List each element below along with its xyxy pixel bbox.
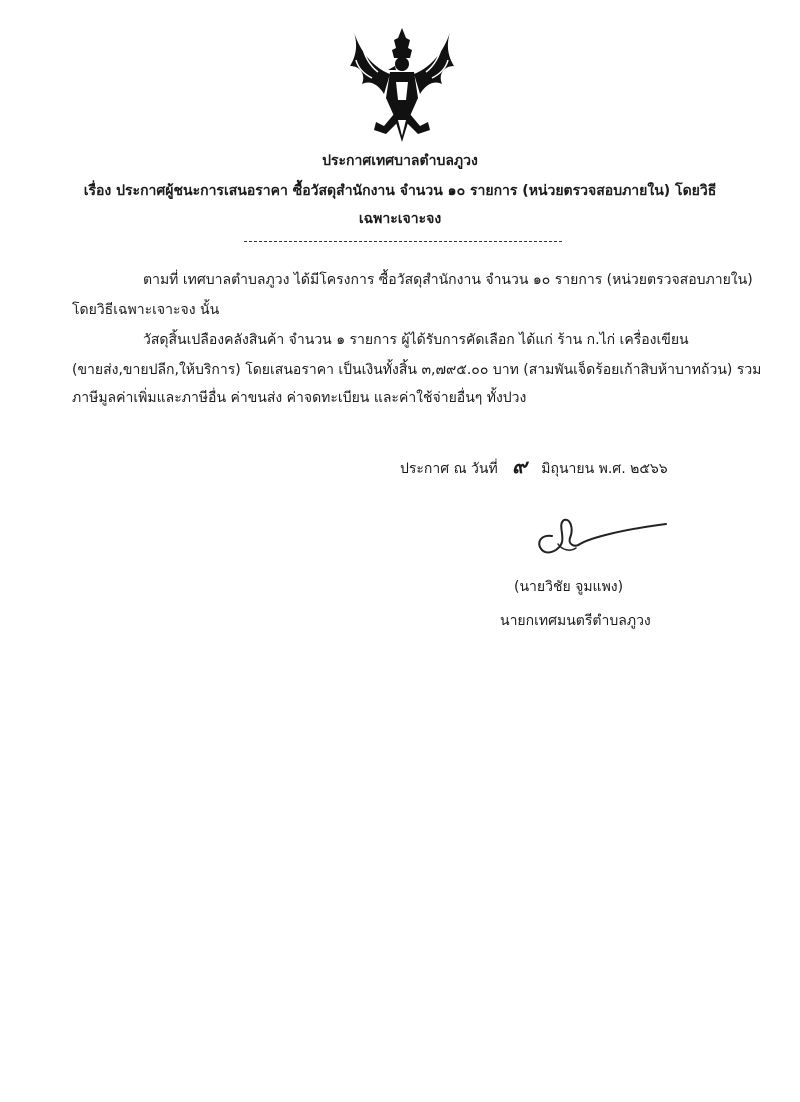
announcement-date (400, 450, 668, 482)
announcement-subject: เรื่อง ประกาศผู้ชนะการเสนอราคา ซื้อวัสดุสำนักงาน จำนวน ๑๐ รายการ (หน่วยตรวจสอบภายใน) โดยวิธี (83, 183, 717, 199)
body-line-5: ภาษีมูลค่าเพิ่มและภาษีอื่น ค่าขนส่ง ค่าจดทะเบียน และค่าใช้จ่ายอื่นๆ ทั้งปวง (72, 390, 527, 406)
date-suffix: มิถุนายน พ.ศ. ๒๕๖๖ (541, 461, 668, 477)
body-line-3: วัสดุสิ้นเปลืองคลังสินค้า จำนวน ๑ รายการ ผู้ได้รับการคัดเลือก ได้แก่ ร้าน ก.ไก่ เครื่องเขียน (143, 332, 689, 348)
signatory-position: นายกเทศมนตรีตำบลภูวง (500, 613, 651, 629)
divider-line (244, 241, 562, 242)
handwritten-signature (530, 514, 670, 562)
date-day-handwritten: ๙ (512, 454, 527, 478)
body-line-2: โดยวิธีเฉพาะเจาะจง นั้น (72, 302, 220, 318)
announcement-subject-continued: เฉพาะเจาะจง (358, 211, 442, 227)
garuda-emblem-icon (348, 26, 456, 144)
date-prefix: ประกาศ ณ วันที่ (400, 461, 498, 477)
body-line-4: (ขายส่ง,ขายปลีก,ให้บริการ) โดยเสนอราคา เป็นเงินทั้งสิ้น ๓,๗๙๕.๐๐ บาท (สามพันเจ็ดร้อยเก้าสิบห้าบาทถ้วน) รวม (72, 362, 762, 378)
body-line-1: ตามที่ เทศบาลตำบลภูวง ได้มีโครงการ ซื้อวัสดุสำนักงาน จำนวน ๑๐ รายการ (หน่วยตรวจสอบภายใน) (143, 272, 753, 288)
announcement-title: ประกาศเทศบาลตำบลภูวง (322, 153, 478, 169)
signatory-name: (นายวิชัย จูมแพง) (514, 579, 624, 595)
